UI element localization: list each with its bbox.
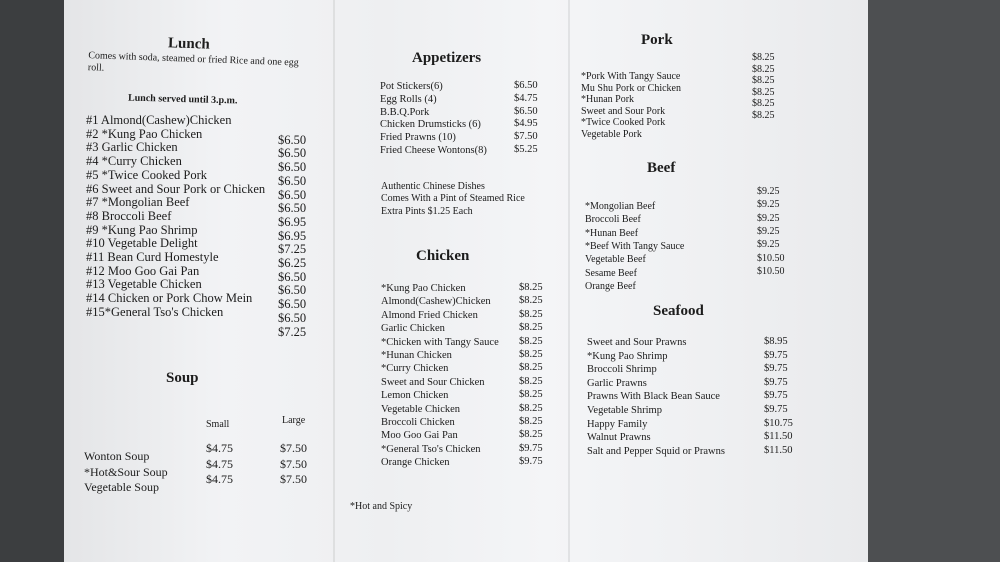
lunch-item-price: $6.95 bbox=[278, 214, 307, 229]
chicken-item-name: Almond(Cashew)Chicken bbox=[381, 296, 491, 308]
pork-item-price: $8.25 bbox=[752, 63, 775, 75]
seafood-item-name: Salt and Pepper Squid or Prawns bbox=[587, 445, 725, 457]
lunch-item-name: #9 *Kung Pao Shrimp bbox=[86, 222, 198, 237]
lunch-item-price: $6.50 bbox=[278, 310, 307, 325]
chicken-item-price: $9.75 bbox=[519, 456, 543, 468]
chicken-item-name: Sweet and Sour Chicken bbox=[381, 376, 485, 388]
appetizers-item-name: Chicken Drumsticks (6) bbox=[380, 119, 481, 131]
info-line-2: Comes With a Pint of Steamed Rice bbox=[381, 193, 525, 204]
lunch-item-name: #2 *Kung Pao Chicken bbox=[86, 126, 203, 141]
pork-item-price: $8.25 bbox=[752, 98, 775, 109]
lunch-heading: Lunch bbox=[167, 35, 210, 53]
chicken-item-price: $8.25 bbox=[519, 402, 543, 414]
pork-item-price: $8.25 bbox=[752, 86, 775, 98]
appetizers-heading: Appetizers bbox=[412, 50, 482, 66]
chicken-item-price: $8.25 bbox=[519, 322, 543, 334]
beef-item-name: *Mongolian Beef bbox=[585, 201, 656, 212]
appetizers-item-name: Fried Prawns (10) bbox=[380, 132, 456, 144]
lunch-item-price: $6.50 bbox=[278, 173, 307, 188]
pork-item-name: Vegetable Pork bbox=[581, 128, 642, 140]
beef-item-price: $9.25 bbox=[757, 239, 780, 251]
soup-heading: Soup bbox=[166, 370, 199, 386]
appetizers-item-price: $6.50 bbox=[514, 105, 538, 117]
soup-item-large-price: $7.50 bbox=[280, 441, 307, 455]
beef-item-price: $9.25 bbox=[757, 225, 780, 237]
lunch-item-price: $6.95 bbox=[278, 228, 307, 243]
chicken-item-name: Orange Chicken bbox=[381, 457, 450, 469]
chicken-item-name: Broccoli Chicken bbox=[381, 417, 455, 428]
seafood-item-name: Prawns With Black Bean Sauce bbox=[587, 391, 720, 403]
chicken-item-price: $8.25 bbox=[519, 416, 543, 427]
beef-item-name: Broccoli Beef bbox=[585, 214, 641, 226]
soup-item-small-price: $4.75 bbox=[206, 472, 233, 486]
chicken-item-price: $8.25 bbox=[519, 375, 543, 387]
lunch-item-name: #14 Chicken or Pork Chow Mein bbox=[86, 291, 253, 306]
seafood-item-price: $9.75 bbox=[764, 390, 788, 402]
lunch-item-price: $7.25 bbox=[278, 324, 307, 339]
lunch-served-note: Lunch served until 3.p.m. bbox=[127, 92, 238, 107]
lunch-item-price: $6.50 bbox=[278, 132, 307, 147]
info-line-1: Authentic Chinese Dishes bbox=[381, 181, 485, 192]
soup-item-large-price: $7.50 bbox=[280, 456, 307, 471]
chicken-item-name: *General Tso's Chicken bbox=[381, 443, 481, 455]
appetizers-item-price: $4.75 bbox=[514, 92, 538, 104]
lunch-item-name: #11 Bean Curd Homestyle bbox=[86, 250, 219, 264]
seafood-item-name: Sweet and Sour Prawns bbox=[587, 337, 687, 348]
lunch-item-name: #1 Almond(Cashew)Chicken bbox=[86, 113, 232, 127]
beef-item-name: *Hunan Beef bbox=[585, 227, 639, 239]
chicken-item-name: *Curry Chicken bbox=[381, 363, 449, 375]
chicken-item-price: $8.25 bbox=[519, 349, 543, 360]
beef-heading: Beef bbox=[647, 160, 676, 176]
hot-and-spicy-footnote: *Hot and Spicy bbox=[350, 501, 413, 512]
lunch-item-price: $6.50 bbox=[278, 283, 307, 298]
chicken-item-price: $8.25 bbox=[519, 282, 543, 293]
lunch-item-name: #13 Vegetable Chicken bbox=[86, 277, 202, 292]
lunch-item-name: #6 Sweet and Sour Pork or Chicken bbox=[86, 181, 266, 196]
lunch-item-price: $6.25 bbox=[278, 256, 307, 270]
appetizers-item-price: $4.95 bbox=[514, 118, 538, 130]
lunch-item-price: $6.50 bbox=[278, 297, 307, 312]
seafood-item-price: $9.75 bbox=[764, 363, 788, 375]
pork-item-name: Mu Shu Pork or Chicken bbox=[581, 82, 681, 94]
lunch-item-name: #5 *Twice Cooked Pork bbox=[86, 167, 207, 182]
seafood-item-name: Happy Family bbox=[587, 418, 648, 430]
appetizers-item-name: B.B.Q.Pork bbox=[380, 106, 430, 118]
beef-item-price: $10.50 bbox=[757, 265, 785, 277]
chicken-item-price: $8.25 bbox=[519, 429, 543, 441]
lunch-item-price: $6.50 bbox=[278, 146, 307, 161]
soup-item-small-price: $4.75 bbox=[206, 456, 233, 471]
seafood-heading: Seafood bbox=[653, 303, 704, 319]
appetizers-item-name: Fried Cheese Wontons(8) bbox=[380, 145, 487, 156]
lunch-item-name: #8 Broccoli Beef bbox=[86, 208, 172, 223]
beef-item-price: $9.25 bbox=[757, 199, 780, 211]
soup-item-large-price: $7.50 bbox=[280, 472, 307, 486]
soup-item-small-price: $4.75 bbox=[206, 441, 233, 455]
seafood-item-price: $8.95 bbox=[764, 336, 788, 347]
seafood-item-price: $11.50 bbox=[764, 431, 793, 443]
beef-item-name: Orange Beef bbox=[585, 280, 636, 292]
beef-item-name: Vegetable Beef bbox=[585, 254, 646, 266]
soup-item-name: Wonton Soup bbox=[84, 449, 150, 463]
lunch-item-name: #15*General Tso's Chicken bbox=[86, 304, 224, 319]
soup-col-large: Large bbox=[282, 415, 306, 426]
chicken-item-name: *Chicken with Tangy Sauce bbox=[381, 336, 499, 348]
pork-item-name: *Twice Cooked Pork bbox=[581, 117, 666, 128]
info-line-3: Extra Pints $1.25 Each bbox=[381, 206, 473, 217]
lunch-item-name: #7 *Mongolian Beef bbox=[86, 195, 190, 210]
soup-col-small: Small bbox=[206, 419, 230, 430]
seafood-item-name: Broccoli Shrimp bbox=[587, 364, 657, 376]
chicken-item-name: Vegetable Chicken bbox=[381, 403, 461, 415]
chicken-item-name: Almond Fried Chicken bbox=[381, 309, 478, 321]
appetizers-item-price: $6.50 bbox=[514, 80, 538, 91]
chicken-item-price: $9.75 bbox=[519, 442, 543, 454]
lunch-item-name: #10 Vegetable Delight bbox=[86, 236, 198, 251]
seafood-item-name: Vegetable Shrimp bbox=[587, 405, 662, 416]
lunch-item-price: $6.50 bbox=[278, 201, 307, 216]
chicken-item-price: $8.25 bbox=[519, 295, 543, 307]
appetizers-item-name: Pot Stickers(6) bbox=[380, 81, 443, 92]
soup-item-name: *Hot&Sour Soup bbox=[84, 464, 168, 479]
lunch-panel bbox=[64, 0, 334, 562]
chicken-heading: Chicken bbox=[416, 248, 470, 264]
seafood-item-name: *Kung Pao Shrimp bbox=[587, 350, 668, 362]
beef-item-price: $9.25 bbox=[757, 212, 780, 224]
lunch-item-price: $7.25 bbox=[278, 242, 307, 257]
seafood-item-price: $11.50 bbox=[764, 444, 793, 456]
beef-item-price: $9.25 bbox=[757, 186, 780, 197]
lunch-item-price: $6.50 bbox=[278, 160, 307, 175]
seafood-item-price: $9.75 bbox=[764, 404, 788, 415]
seafood-item-price: $9.75 bbox=[764, 376, 788, 388]
chicken-item-name: Garlic Chicken bbox=[381, 323, 445, 335]
appetizers-item-price: $5.25 bbox=[514, 144, 538, 155]
pork-heading: Pork bbox=[641, 32, 673, 48]
pork-item-name: *Hunan Pork bbox=[581, 94, 635, 105]
chicken-item-name: *Hunan Chicken bbox=[381, 350, 452, 361]
background-right bbox=[868, 0, 1000, 562]
appetizers-item-name: Egg Rolls (4) bbox=[380, 93, 437, 105]
lunch-item-name: #12 Moo Goo Gai Pan bbox=[86, 263, 200, 278]
lunch-item-price: $6.50 bbox=[278, 187, 307, 202]
beef-item-name: *Beef With Tangy Sauce bbox=[585, 240, 685, 252]
appetizers-item-price: $7.50 bbox=[514, 131, 538, 143]
seafood-item-price: $9.75 bbox=[764, 349, 788, 361]
seafood-item-name: Walnut Prawns bbox=[587, 432, 651, 444]
pork-item-price: $8.25 bbox=[752, 75, 775, 86]
pork-item-price: $8.25 bbox=[752, 52, 775, 63]
background-left bbox=[0, 0, 64, 562]
seafood-item-name: Garlic Prawns bbox=[587, 377, 647, 389]
lunch-item-name: #3 Garlic Chicken bbox=[86, 140, 178, 155]
chicken-item-name: Moo Goo Gai Pan bbox=[381, 430, 458, 442]
right-panel bbox=[569, 0, 868, 562]
beef-item-name: Sesame Beef bbox=[585, 267, 637, 279]
chicken-item-price: $8.25 bbox=[519, 362, 543, 374]
soup-item-name: Vegetable Soup bbox=[84, 480, 159, 494]
chicken-item-price: $8.25 bbox=[519, 335, 543, 347]
pork-item-price: $8.25 bbox=[752, 109, 775, 121]
lunch-item-price: $6.50 bbox=[278, 269, 307, 284]
lunch-item-name: #4 *Curry Chicken bbox=[86, 154, 182, 169]
middle-panel bbox=[334, 0, 569, 562]
chicken-item-name: *Kung Pao Chicken bbox=[381, 283, 466, 294]
lunch-note: Comes with soda, steamed or fried Rice and one egg roll. bbox=[87, 50, 299, 74]
seafood-item-price: $10.75 bbox=[764, 417, 793, 429]
chicken-item-price: $8.25 bbox=[519, 389, 543, 401]
chicken-item-name: Lemon Chicken bbox=[381, 390, 449, 402]
beef-item-price: $10.50 bbox=[757, 252, 785, 264]
chicken-item-price: $8.25 bbox=[519, 308, 543, 320]
pork-item-name: *Pork With Tangy Sauce bbox=[581, 71, 681, 82]
pork-item-name: Sweet and Sour Pork bbox=[581, 105, 666, 117]
